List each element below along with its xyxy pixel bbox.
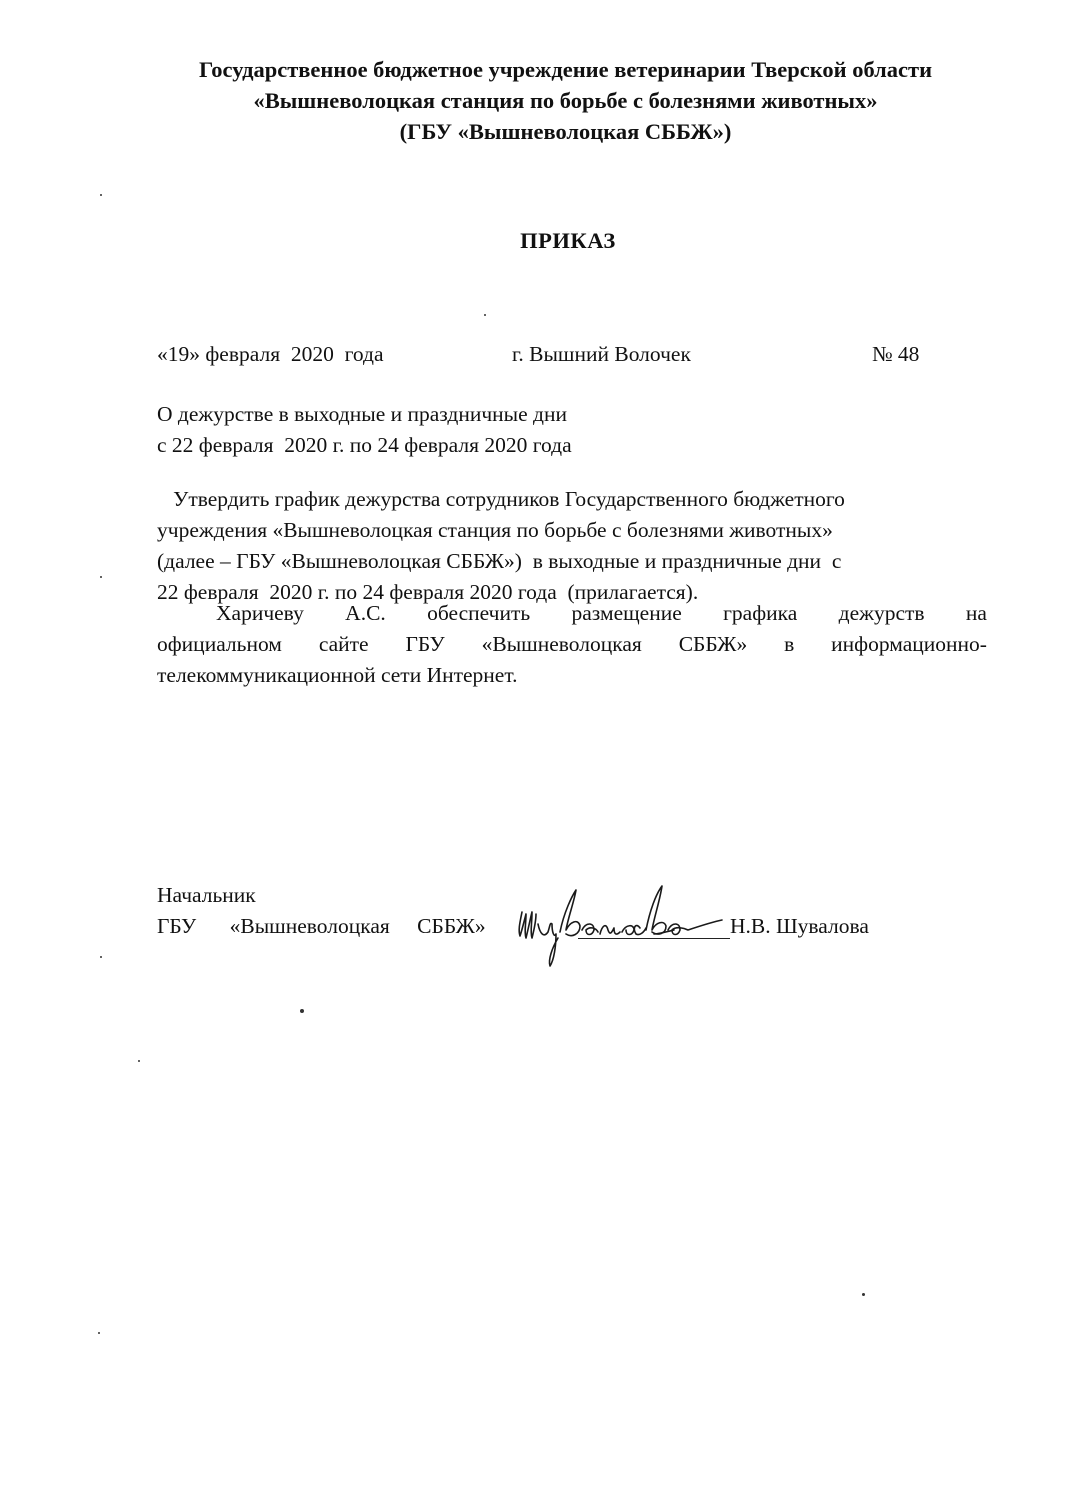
order-city: г. Вышний Волочек	[512, 342, 691, 366]
organization-header	[0, 54, 1091, 147]
paragraph1-line-2: учреждения «Вышневолоцкая станция по борьбе с болезнями животных»	[157, 518, 833, 542]
scan-speck	[98, 1332, 100, 1334]
header-line-3: (ГБУ «Вышневолоцкая СББЖ»)	[399, 119, 732, 144]
word: информационно-	[831, 632, 987, 656]
signatory-position: Начальник	[157, 883, 256, 907]
document-title: ПРИКАЗ	[520, 228, 616, 253]
scan-speck	[100, 956, 102, 958]
word: обеспечить	[427, 601, 531, 625]
scan-speck	[862, 1293, 865, 1296]
paragraph2-line-2	[157, 629, 987, 660]
paragraph2-line-1	[157, 598, 987, 629]
subject-line-2: с 22 февраля 2020 г. по 24 февраля 2020 года	[157, 433, 572, 457]
order-number: № 48	[872, 342, 920, 366]
word: Харичеву	[216, 601, 304, 625]
header-line-2: «Вышневолоцкая станция по борьбе с болезнями животных»	[253, 88, 878, 113]
order-subject	[157, 399, 572, 461]
paragraph2-line-3: телекоммуникационной сети Интернет.	[157, 663, 518, 687]
word: сайте	[318, 632, 369, 656]
word: официальном	[157, 632, 282, 656]
signatory-name: Н.В. Шувалова	[730, 914, 869, 938]
org-word: СББЖ»	[417, 914, 486, 938]
paragraph-publish-schedule	[157, 598, 987, 691]
word: А.С.	[345, 601, 386, 625]
paragraph1-line-3: (далее – ГБУ «Вышневолоцкая СББЖ») в выходные и праздничные дни с	[157, 549, 842, 573]
word: ГБУ	[405, 632, 445, 656]
handwritten-signature	[508, 872, 738, 972]
order-date: «19» февраля 2020 года	[157, 342, 384, 366]
word: графика	[723, 601, 798, 625]
scan-speck	[100, 194, 102, 196]
scan-speck	[138, 1060, 140, 1062]
subject-line-1: О дежурстве в выходные и праздничные дни	[157, 402, 567, 426]
header-line-1: Государственное бюджетное учреждение ветеринарии Тверской области	[198, 57, 933, 82]
paragraph1-line-1: Утвердить график дежурства сотрудников Государственного бюджетного	[157, 487, 845, 511]
word: дежурств	[838, 601, 925, 625]
scan-speck	[300, 1009, 304, 1013]
word: на	[965, 601, 987, 625]
paragraph-approve-schedule	[157, 484, 987, 608]
signatory-organization	[157, 914, 486, 939]
word: СББЖ»	[678, 632, 748, 656]
scan-speck	[100, 576, 102, 578]
org-word: «Вышневолоцкая	[229, 914, 390, 938]
paragraph1-line-4: 22 февраля 2020 г. по 24 февраля 2020 года (прилагается).	[157, 580, 699, 604]
word: в	[784, 632, 795, 656]
word: размещение	[571, 601, 682, 625]
word: «Вышневолоцкая	[481, 632, 642, 656]
scan-speck	[484, 314, 486, 316]
org-word: ГБУ	[157, 914, 197, 938]
